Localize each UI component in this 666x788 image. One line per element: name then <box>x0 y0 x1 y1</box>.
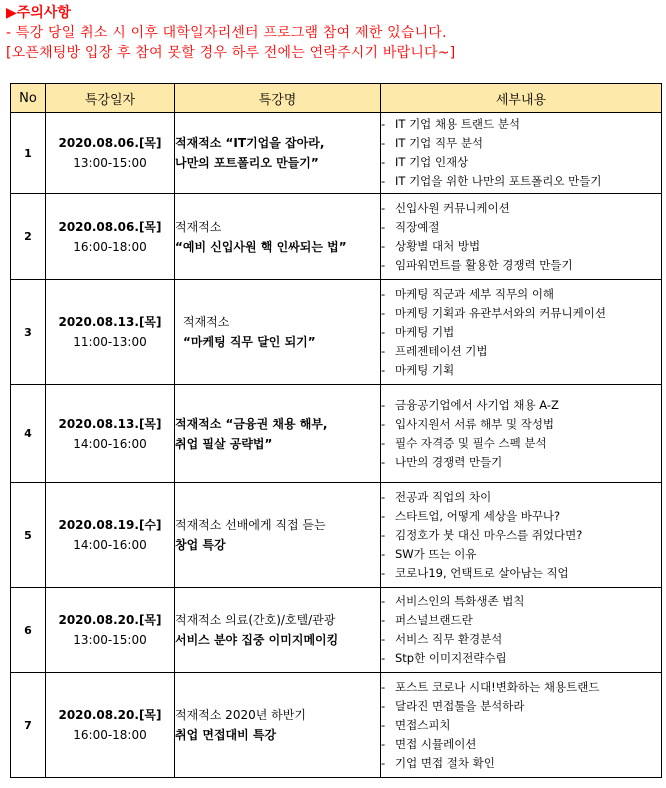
detail-item: - Stp한 이미지전략수립 <box>381 649 661 668</box>
lecture-date-cell <box>46 588 175 673</box>
detail-item: - 김정호가 붓 대신 마우스를 쥐었다면? <box>381 526 661 545</box>
header-no: No <box>11 84 46 113</box>
detail-item: - SW가 뜨는 이유 <box>381 545 661 564</box>
detail-item: - 직장예절 <box>381 218 661 237</box>
lecture-date: 2020.08.06.[목] <box>58 136 162 150</box>
detail-item: - 서비스 직무 환경분석 <box>381 630 661 649</box>
row-number: 4 <box>11 385 46 483</box>
header-date: 특강일자 <box>46 84 175 113</box>
detail-item: - 면접스피치 <box>381 716 661 735</box>
lecture-date-cell <box>46 194 175 280</box>
lecture-name-cell <box>175 113 381 194</box>
detail-item: - IT 기업을 위한 나만의 포트폴리오 만들기 <box>381 172 661 191</box>
row-number: 5 <box>11 483 46 588</box>
lecture-time: 11:00-13:00 <box>73 335 147 349</box>
lecture-name-line1: 적재적소 선배에게 직접 듣는 <box>175 518 326 532</box>
detail-item: - 면접 시뮬레이션 <box>381 735 661 754</box>
lecture-date-cell <box>46 673 175 778</box>
row-number: 1 <box>11 113 46 194</box>
table-row <box>11 113 662 194</box>
lecture-date: 2020.08.13.[목] <box>58 416 162 431</box>
notice-line-cancel: - 특강 당일 취소 시 이후 대학일자리센터 프로그램 참여 제한 있습니다. <box>6 25 447 41</box>
lecture-date: 2020.08.06.[목] <box>58 219 162 234</box>
detail-item: - 마케팅 직군과 세부 직무의 이해 <box>381 285 661 304</box>
lecture-name-line2: 취업 필살 공략법” <box>175 436 273 451</box>
lecture-name-line1: 적재적소 <box>175 219 222 234</box>
detail-item: - 코로나19, 언택트로 살아남는 직업 <box>381 564 661 583</box>
table-row <box>11 588 662 673</box>
detail-item: - 입사지원서 서류 해부 및 작성법 <box>381 415 661 434</box>
detail-item: - 전공과 직업의 차이 <box>381 488 661 507</box>
table-row <box>11 280 662 385</box>
lecture-name-cell <box>175 194 381 280</box>
detail-item: - 기업 면접 절차 확인 <box>381 754 661 773</box>
detail-item: - 프레젠테이션 기법 <box>381 342 661 361</box>
lecture-name-cell <box>175 673 381 778</box>
lecture-date-cell <box>46 385 175 483</box>
table-row <box>11 483 662 588</box>
lecture-time: 14:00-16:00 <box>73 436 147 451</box>
header-lecture-name: 특강명 <box>175 84 381 113</box>
detail-item: - 금융공기업에서 사기업 채용 A-Z <box>381 396 661 415</box>
lecture-details-cell <box>381 194 662 280</box>
notice-section <box>6 3 455 63</box>
lecture-name-line2: 서비스 분야 집중 이미지메이킹 <box>175 633 339 647</box>
detail-item: - 필수 자격증 및 필수 스펙 분석 <box>381 434 661 453</box>
lecture-name-line2: 취업 면접대비 특강 <box>175 728 277 742</box>
detail-item: - IT 기업 직무 분석 <box>381 134 661 153</box>
lecture-name-line1: 적재적소 2020년 하반기 <box>175 708 306 722</box>
lecture-date: 2020.08.20.[목] <box>58 708 162 722</box>
lecture-name-line2: 창업 특강 <box>175 538 226 552</box>
row-number: 2 <box>11 194 46 280</box>
lecture-name-line2: 나만의 포트폴리오 만들기” <box>175 156 319 170</box>
detail-item: - IT 기업 채용 트랜드 분석 <box>381 115 661 134</box>
lecture-name-cell <box>175 483 381 588</box>
lecture-name-line2: “마케팅 직무 달인 되기” <box>183 335 316 349</box>
notice-line-contact: [오픈채팅방 입장 후 참여 못할 경우 하루 전에는 연락주시기 바랍니다~] <box>6 45 456 61</box>
detail-item: - 서비스인의 특화생존 법칙 <box>381 592 661 611</box>
lecture-name-cell <box>175 280 381 385</box>
detail-item: - 달라진 면접툴을 분석하라 <box>381 697 661 716</box>
detail-item: - 나만의 경쟁력 만들기 <box>381 453 661 472</box>
lecture-time: 13:00-15:00 <box>73 156 147 170</box>
detail-item: - 상황별 대처 방법 <box>381 237 661 256</box>
notice-title: ▶주의사항 <box>6 5 71 21</box>
table-row <box>11 385 662 483</box>
lecture-details-cell <box>381 113 662 194</box>
lecture-time: 16:00-18:00 <box>73 239 147 254</box>
lecture-date: 2020.08.19.[수] <box>58 518 162 532</box>
lecture-name-line1: 적재적소 “금융권 채용 해부, <box>175 416 328 431</box>
lecture-date-cell <box>46 113 175 194</box>
table-row <box>11 673 662 778</box>
lecture-name-cell <box>175 588 381 673</box>
row-number: 7 <box>11 673 46 778</box>
detail-item: - IT 기업 인재상 <box>381 153 661 172</box>
table-header-row <box>11 84 662 113</box>
lecture-details-cell <box>381 588 662 673</box>
lecture-details-cell <box>381 673 662 778</box>
row-number: 6 <box>11 588 46 673</box>
detail-item: - 스타트업, 어떻게 세상을 바꾸나? <box>381 507 661 526</box>
lecture-date-cell <box>46 280 175 385</box>
row-number: 3 <box>11 280 46 385</box>
lecture-date: 2020.08.13.[목] <box>58 315 162 329</box>
detail-item: - 마케팅 기획과 유관부서와의 커뮤니케이션 <box>381 304 661 323</box>
table-row <box>11 194 662 280</box>
lecture-date-cell <box>46 483 175 588</box>
lecture-time: 16:00-18:00 <box>73 728 147 742</box>
detail-item: - 마케팅 기법 <box>381 323 661 342</box>
lecture-details-cell <box>381 280 662 385</box>
lecture-date: 2020.08.20.[목] <box>58 613 162 627</box>
lecture-time: 14:00-16:00 <box>73 538 147 552</box>
lecture-time: 13:00-15:00 <box>73 633 147 647</box>
lecture-name-line1: 적재적소 “IT기업을 잡아라, <box>175 136 325 150</box>
lecture-name-cell <box>175 385 381 483</box>
lecture-schedule-table <box>10 83 662 778</box>
lecture-details-cell <box>381 385 662 483</box>
detail-item: - 포스트 코로나 시대!변화하는 채용트랜드 <box>381 678 661 697</box>
header-details: 세부내용 <box>381 84 662 113</box>
detail-item: - 임파워먼트를 활용한 경쟁력 만들기 <box>381 256 661 275</box>
lecture-name-line1: 적재적소 <box>183 315 230 329</box>
lecture-name-line2: “예비 신입사원 핵 인싸되는 법” <box>175 239 347 254</box>
detail-item: - 마케팅 기획 <box>381 361 661 380</box>
detail-item: - 퍼스널브랜드란 <box>381 611 661 630</box>
lecture-name-line1: 적재적소 의료(간호)/호텔/관광 <box>175 613 336 627</box>
lecture-details-cell <box>381 483 662 588</box>
detail-item: - 신입사원 커뮤니케이션 <box>381 199 661 218</box>
